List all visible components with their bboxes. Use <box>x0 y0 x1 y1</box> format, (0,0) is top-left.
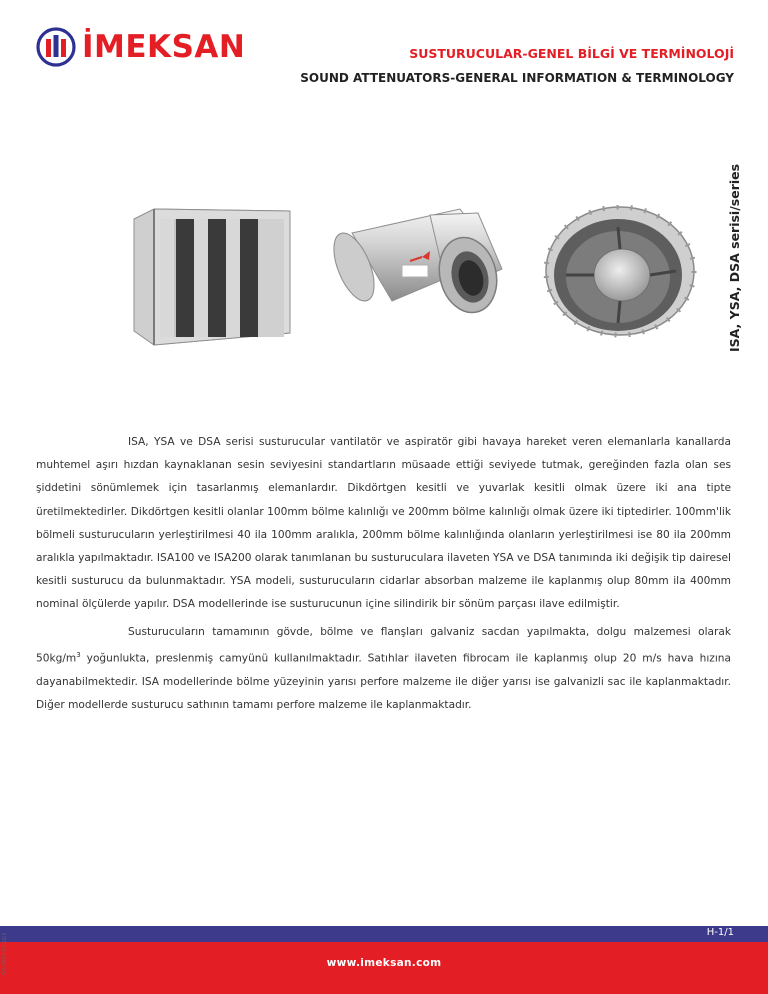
brand-name: İMEKSAN <box>82 29 246 65</box>
attenuator-with-pod-image <box>546 207 694 335</box>
logo-mark-icon <box>36 27 76 67</box>
footer-band-blue <box>0 926 768 942</box>
page-number: H-1/1 <box>706 927 734 938</box>
company-logo <box>36 27 246 67</box>
document-code: SO-0001.01.12/1 <box>2 932 8 975</box>
superscript-3: 3 <box>76 651 81 660</box>
series-label: ISA, YSA, DSA serisi/series <box>727 163 742 352</box>
description-paragraph-1 <box>36 431 731 617</box>
product-images <box>130 205 700 355</box>
paragraph-2-text-start: Susturucuların tamamının gövde, bölme ve flanşları galvaniz sacdan yapılmakta, dolgu malzemesi olarak 50kg/m <box>36 626 731 665</box>
paragraph-2-text-end: yoğunlukta, preslenmiş camyünü kullanılmaktadır. Satıhlar ilaveten fibrocam ile kaplanmış olup 20 m/s hava hızına dayanabilmektedir. ISA modellerinde bölme yüzeyinin yarısı perfore malzeme ile diğer yarısı ise galvanizli sac ile kaplanmaktadır. Diğer modellerde susturucu sathının tamamı perfore malzeme ile kaplanmaktadır. <box>36 652 731 712</box>
page-title-turkish: SUSTURUCULAR-GENEL BİLGİ VE TERMİNOLOJİ <box>409 46 734 61</box>
description-paragraph-2 <box>36 621 731 717</box>
paragraph-1-text: ISA, YSA ve DSA serisi susturucular vantilatör ve aspiratör gibi havaya hareket veren elemanlarla kanallarda muhtemel aşırı hızdan kaynaklanan sesin seviyesini standartların müsaade ettiği seviyede tutmak, gereğinden fazla olan ses şiddetini sönümlemek için tasarlanmış elemanlardır. Dikdörtgen kesitli ve yuvarlak kesitli olmak üzere iki ana tipte üretilmektedirler. Dikdörtgen kesitli olanlar 100mm bölme kalınlığı ve 200mm bölme kalınlığı olmak üzere iki tiptedirler. 100mm'lik bölmeli susturucuların yerleştirilmesi 40 ila 100mm aralıkla, 200mm bölme kalınlığında olanların yerleştirilmesi ise 80 ila 200mm aralıkla yapılmaktadır. ISA100 ve ISA200 olarak tanımlanan bu susturuculara ilaveten YSA ve DSA tanımında iki değişik tip dairesel kesitli susturucu da bulunmaktadır. YSA modeli, susturucuların cidarlar absorban malzeme ile kaplanmış olup 80mm ila 400mm nominal ölçülerde yapılır. DSA modellerinde ise susturucunun içine silindirik bir sönüm parçası ilave edilmiştir. <box>36 436 731 611</box>
cylindrical-attenuator-image <box>326 209 505 319</box>
page-title-english: SOUND ATTENUATORS-GENERAL INFORMATION & TERMINOLOGY <box>300 71 734 85</box>
website-link[interactable]: www.imeksan.com <box>326 957 442 969</box>
rectangular-attenuator-image <box>134 209 290 345</box>
